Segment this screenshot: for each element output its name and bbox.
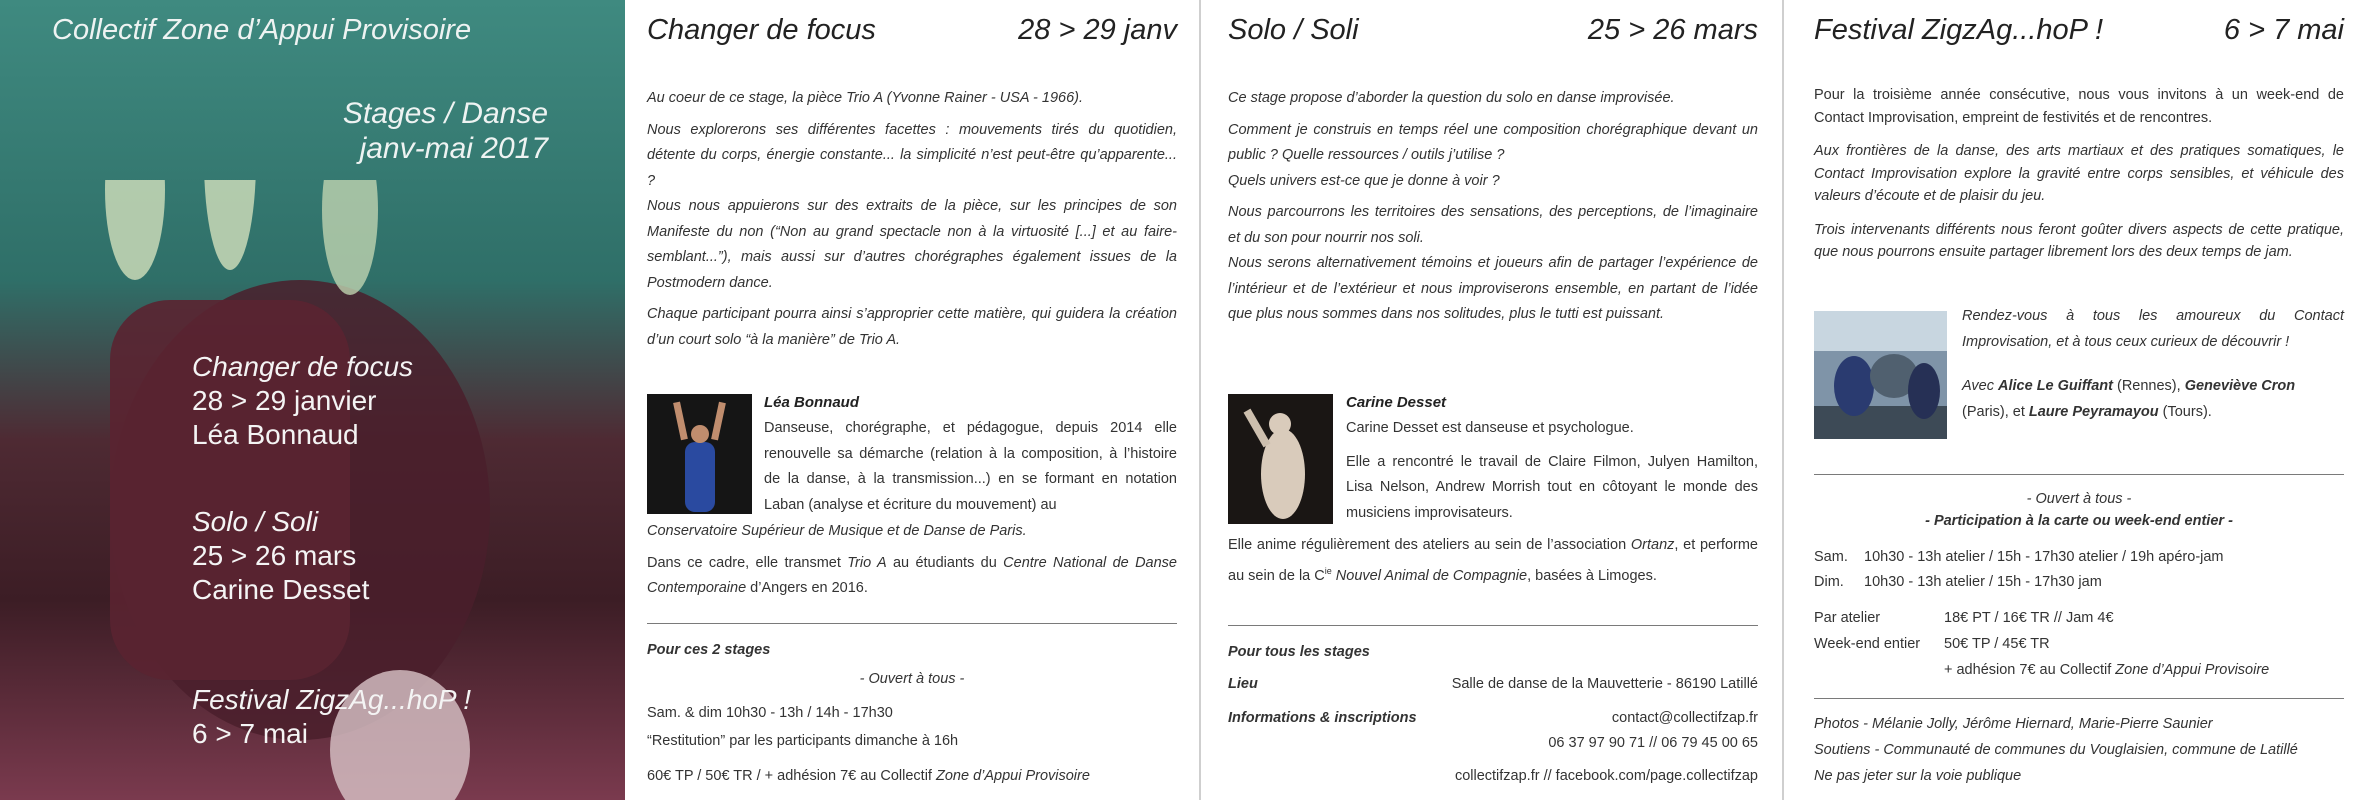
festival-teachers (1962, 373, 2344, 425)
weekend-label: Week-end entier (1814, 636, 1921, 652)
section-title: Changer de focus (647, 14, 876, 46)
text: Trio A (847, 554, 887, 571)
cover-photo-panel (0, 0, 625, 800)
teacher-name: Léa Bonnaud (764, 394, 860, 411)
membership-fee (1944, 658, 2269, 683)
section-solo-soli (1228, 0, 1758, 800)
carine-desset-photo (1228, 394, 1333, 524)
section-dates: 25 > 26 mars (1587, 14, 1758, 46)
teacher-bio-text: Danseuse, chorégraphe, et pédagogue, depuis 2014 elle renouvelle sa démarche (relation à la composition, à l’histoire de la danse, à la transmission...) en se formant en notation Laban (analyse et écriture du mouvement) au (764, 420, 1177, 513)
lea-bonnaud-photo (647, 394, 752, 514)
litter-notice: Ne pas jeter sur la voie publique (1814, 768, 2022, 784)
text: Centre National de Danse Contemporaine (647, 554, 1177, 596)
section-header (1814, 14, 2344, 54)
text: Elle anime régulièrement des ateliers au sein de l’association (1228, 537, 1631, 553)
text: , basées à Limoges. (1527, 567, 1657, 584)
paragraph: Quels univers est-ce que je donne à voir ? (1228, 172, 1500, 189)
teacher-name: Laure Peyramayou (2028, 404, 2159, 420)
section-description (1814, 84, 2344, 270)
cover-event-dates: 6 > 7 mai (192, 718, 308, 750)
sunday-label: Dim. (1814, 574, 1844, 590)
sponsors: Soutiens - Communauté de communes du Vouglaisien, commune de Latillé (1814, 742, 2298, 758)
paragraph: Comment je construis en temps réel une composition chorégraphique devant un public ? Quelle ressources / outils j’utilise ? (1228, 121, 1758, 163)
teacher-bio-continued (647, 519, 1177, 608)
divider (1814, 698, 2344, 699)
restitution-note: “Restitution” par les participants dimanche à 16h (647, 733, 959, 749)
text: Nouvel Animal de Compagnie (1331, 567, 1528, 584)
paragraph: Trois intervenants différents nous feront goûter divers aspects de cette pratique, que nous pourrons ensuite partager librement lors des deux temps de jam. (1814, 221, 2344, 260)
venue: Salle de danse de la Mauvetterie - 86190 Latillé (1451, 676, 1758, 692)
text: Elle a rencontré le travail de Claire Filmon, Julyen Hamilton, Lisa Nelson, Andrew Morrish tout en côtoyant le monde des musiciens improvisateurs. (1346, 453, 1758, 521)
paragraph: Chaque participant pourra ainsi s’approprier cette matière, qui guidera la création d’un court solo “à la manière” de Trio A. (647, 306, 1177, 348)
teacher-name: Geneviève Cron (2184, 378, 2296, 394)
section-dates: 6 > 7 mai (2223, 14, 2344, 46)
section-header (1228, 14, 1758, 54)
both-stages-label: Pour ces 2 stages (647, 642, 771, 658)
cover-subtitle-line: Stages / Danse (342, 97, 548, 130)
paragraph: Aux frontières de la danse, des arts martiaux et des pratiques somatiques, le Contact Improvisation explore la gravité entre corps sensibles, et véhicule des valeurs d’écoute et de plaisir du jeu. (1814, 143, 2344, 204)
text: 60€ TP / 50€ TR / + adhésion 7€ au Collectif (647, 768, 936, 784)
cover-event-title: Solo / Soli (192, 506, 319, 537)
text: Dans ce cadre, elle transmet (647, 554, 848, 571)
cover-event-title: Changer de focus (192, 351, 414, 382)
pricing (647, 764, 1090, 789)
contact-email[interactable]: contact@collectifzap.fr (1611, 710, 1758, 726)
column-divider (1782, 0, 1784, 800)
open-to-all: - Ouvert à tous - (859, 671, 965, 687)
paragraph (1228, 533, 1758, 589)
divider (1814, 474, 2344, 475)
section-changer-de-focus (647, 0, 1177, 800)
text: Avec (1962, 378, 1999, 394)
cover-subtitle (343, 96, 548, 167)
text: + adhésion 7€ au Collectif (1944, 662, 2116, 678)
cover-event-teacher: Léa Bonnaud (192, 419, 359, 451)
text: (Paris), et (1962, 404, 2029, 420)
saturday-label: Sam. (1814, 549, 1848, 565)
text: Carine Desset est danseuse et psychologue. (1346, 420, 1634, 436)
teacher-bio-continued (1228, 533, 1758, 595)
cover-subtitle-line: janv-mai 2017 (359, 132, 548, 166)
per-workshop-price: 18€ PT / 16€ TR // Jam 4€ (1944, 610, 2114, 626)
paragraph: Nous serons alternativement témoins et joueurs afin de partager l’expérience de l’intérieur et de l’extérieur et nous improviserons ensemble, en partant de l’idée que plus nous sommes dans nos solitudes, plus le tutti est puissant. (1228, 255, 1758, 322)
contact-phones: 06 37 97 90 71 // 06 79 45 00 65 (1548, 735, 1758, 751)
participation-note: - Participation à la carte ou week-end entier - (1925, 513, 2233, 529)
text: Zone d’Appui Provisoire (935, 768, 1090, 784)
text: (Yvonne Rainer - USA - 1966). (886, 90, 1084, 106)
divider (647, 623, 1177, 624)
cover-title: Collectif Zone d’Appui Provisoire (52, 14, 472, 46)
cover-event-title: Festival ZigzAg...hoP ! (192, 684, 472, 715)
teacher-bio-text (1346, 416, 1758, 526)
teacher-name: Carine Desset (1346, 394, 1447, 411)
paragraph: Ce stage propose d’aborder la question du solo en danse improvisée. (1228, 90, 1675, 106)
cover-event-dates: 25 > 26 mars (192, 540, 357, 572)
text: (Tours). (2158, 404, 2212, 420)
cover-event-focus (192, 350, 413, 452)
photo-credits: Photos - Mélanie Jolly, Jérôme Hiernard, Marie-Pierre Saunier (1814, 716, 2213, 732)
section-title: Festival ZigzAg...hoP ! (1814, 14, 2104, 46)
cover-event-solo (192, 505, 369, 607)
text: d’Angers en 2016. (746, 580, 868, 596)
paragraph: Conservatoire Supérieur de Musique et de Danse de Paris. (647, 523, 1027, 539)
text: , et performe au sein de la C (1228, 537, 1758, 584)
web-links[interactable]: collectifzap.fr // facebook.com/page.collectifzap (1454, 768, 1758, 784)
info-label: Informations & inscriptions (1228, 710, 1417, 726)
divider (1228, 625, 1758, 626)
paragraph (647, 86, 1177, 112)
section-title: Solo / Soli (1228, 14, 1359, 46)
text: Ortanz (1630, 537, 1675, 553)
section-dates: 28 > 29 janv (1018, 14, 1177, 46)
cover-event-teacher: Carine Desset (192, 574, 370, 606)
schedule: Sam. & dim 10h30 - 13h / 14h - 17h30 (647, 705, 893, 721)
saturday-schedule: 10h30 - 13h atelier / 15h - 17h30 atelier / 19h apéro-jam (1864, 549, 2224, 565)
all-stages-label: Pour tous les stages (1228, 644, 1370, 660)
text: ie (1324, 565, 1332, 576)
contact-improvisation-photo (1814, 311, 1947, 439)
paragraph: Pour la troisième année consécutive, nous vous invitons à un week-end de Contact Improvisation, empreint de festivités et de rencontres. (1814, 87, 2344, 126)
paragraph (647, 551, 1177, 602)
paragraph: Nous nous appuierons sur des extraits de la pièce, sur les principes de son Manifeste du non (“Non au grand spectacle non à la virtuosité [...] et au faire-semblant...”), mais aussi sur d’autres chorégraphes également issues de la Postmodern dance. (647, 198, 1177, 291)
cover-event-festival (192, 683, 471, 751)
section-description (1228, 86, 1758, 334)
venue-label: Lieu (1228, 676, 1258, 692)
sunday-schedule: 10h30 - 13h atelier / 15h - 17h30 jam (1864, 574, 2102, 590)
weekend-price: 50€ TP / 45€ TR (1944, 636, 2050, 652)
text: Zone d’Appui Provisoire (2115, 662, 2270, 678)
section-festival (1814, 0, 2344, 800)
text: (Rennes), (2112, 378, 2185, 394)
per-workshop-label: Par atelier (1814, 610, 1881, 626)
paragraph: Nous parcourrons les territoires des sensations, des perceptions, de l’imaginaire et du son pour nourrir nos soli. (1228, 204, 1758, 246)
text: au étudiants du (886, 554, 1004, 571)
festival-invite: Rendez-vous à tous les amoureux du Contact Improvisation, et à tous ceux curieux de découvrir ! (1962, 308, 2344, 350)
teacher-name: Alice Le Guiffant (1998, 378, 2113, 394)
section-header (647, 14, 1177, 54)
text: Au coeur de ce stage, la pièce Trio A (647, 90, 887, 106)
column-divider (1199, 0, 1201, 800)
cover-event-dates: 28 > 29 janvier (192, 385, 377, 417)
open-to-all: - Ouvert à tous - (2026, 491, 2132, 507)
section-description (647, 86, 1177, 359)
paragraph: Nous explorerons ses différentes facettes : mouvements tirés du quotidien, détente du corps, énergie constante... la simplicité n’est peut-être qu’apparente... ? (647, 121, 1177, 189)
